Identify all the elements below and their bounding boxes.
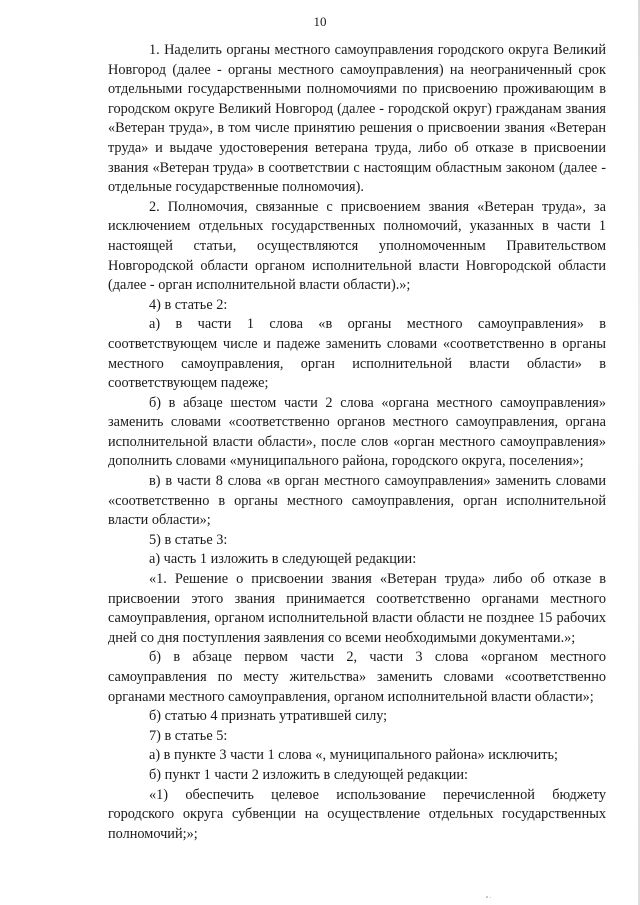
paragraph-6: в) в части 8 слова «в орган местного самоуправления» заменить словами «соответственно в органы местного самоуправления, орган исполнительной власти области»; xyxy=(108,473,606,529)
paragraph-3: 4) в статье 2: xyxy=(149,296,228,313)
paragraph-14: б) пункт 1 части 2 изложить в следующей редакции: xyxy=(149,766,468,783)
paragraph-9: «1. Решение о присвоении звания «Ветеран труда» либо об отказе в присвоении этого звания принимается соответственно органами местного самоуправления, органом исполнительной власти области не позднее 15 рабочих дней со дня поступления заявления со всеми необходимыми документами.»; xyxy=(108,571,606,646)
paragraph-15: «1) обеспечить целевое использование перечисленной бюджету городского округа субвенции на осуществление отдельных государственных полномочий;»; xyxy=(108,786,606,842)
document-body xyxy=(108,41,606,844)
paragraph-4: а) в части 1 слова «в органы местного самоуправления» в соответствующем числе и падеже заменить словами «соответственно в органы местного самоуправления, орган исполнительной власти области» в соответствующем падеже; xyxy=(108,316,606,392)
paragraph-10: б) в абзаце первом части 2, части 3 слова «органом местного самоуправления по месту жительства» заменить словами «соответственно органами местного самоуправления, органом исполнительной власти области»; xyxy=(108,649,606,705)
paragraph-11: б) статью 4 признать утратившей силу; xyxy=(149,708,388,725)
scan-speck xyxy=(490,897,491,898)
page-number: 10 xyxy=(313,14,327,29)
paragraph-2: 2. Полномочия, связанные с присвоением звания «Ветеран труда», за исключением отдельных государственных полномочий, указанных в части 1 настоящей статьи, осуществляются уполномоченным Правительством Новгородской области органом исполнительной власти Новгородской области (далее - орган исполнительной власти области).»; xyxy=(108,198,606,294)
paragraph-1: 1. Наделить органы местного самоуправления городского округа Великий Новгород (далее - органы местного самоуправления) на неограниченный срок отдельными государственными полномочиями по присвоению проживающим в городском округе Великий Новгород (далее - городской округ) гражданам звания «Ветеран труда», в том числе принятию решения о присвоении звания «Ветеран труда» и выдаче удостоверения ветерана труда, либо об отказе в присвоении звания «Ветеран труда» в соответствии с настоящим областным законом (далее - отдельные государственные полномочия). xyxy=(108,42,606,196)
paragraph-13: а) в пункте 3 части 1 слова «, муниципального района» исключить; xyxy=(149,747,559,764)
paragraph-8: а) часть 1 изложить в следующей редакции: xyxy=(149,551,417,568)
paragraph-7: 5) в статье 3: xyxy=(149,531,228,548)
paragraph-12: 7) в статье 5: xyxy=(149,727,228,744)
scan-speck xyxy=(486,896,488,898)
paragraph-5: б) в абзаце шестом части 2 слова «органа местного самоуправления» заменить словами «соответственно органов местного самоуправления, органа исполнительной власти области», после слов «орган местного самоуправления» дополнить словами «муниципального района, городского округа, поселения»; xyxy=(108,394,606,470)
